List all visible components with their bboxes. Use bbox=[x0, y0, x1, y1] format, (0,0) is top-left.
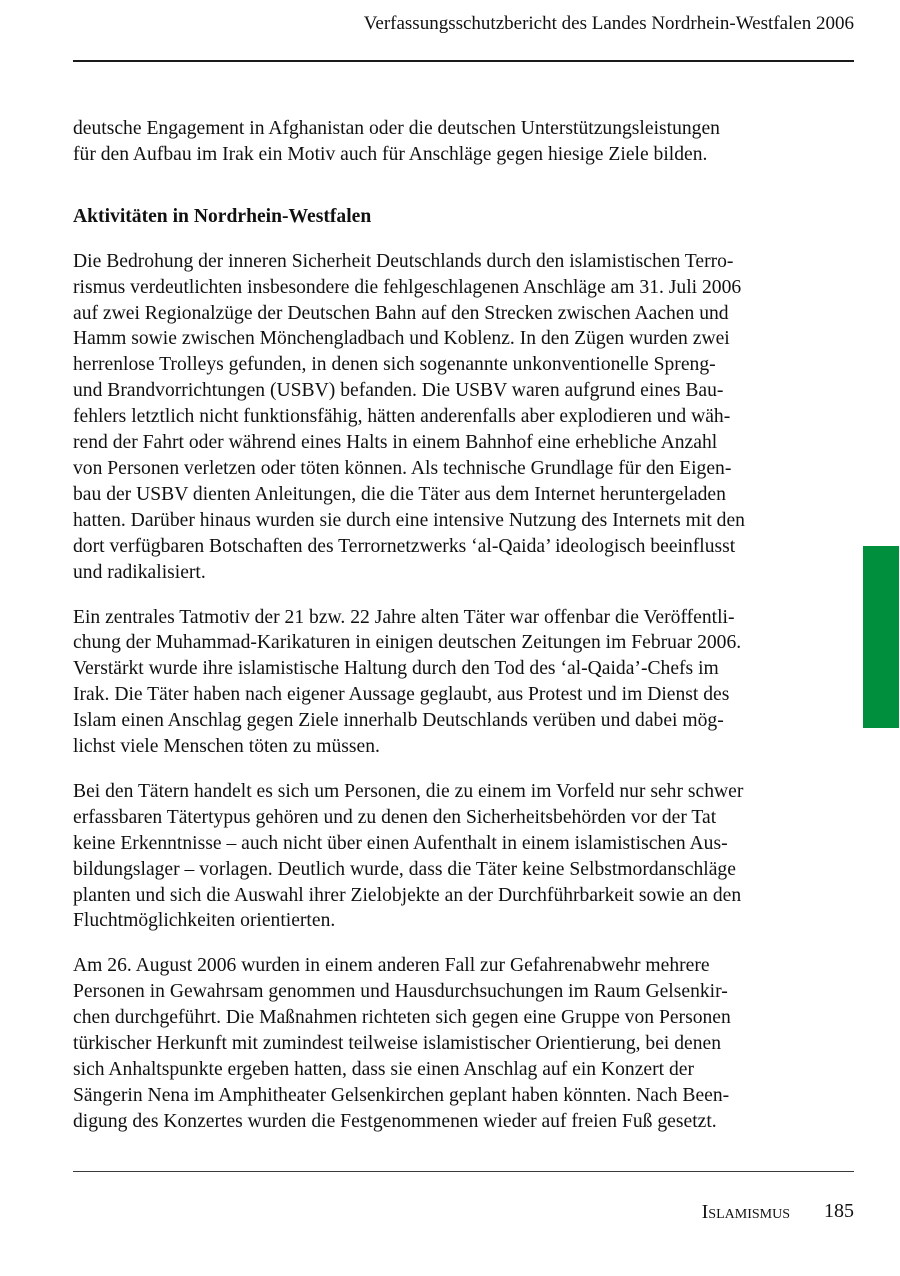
text-line: dort verfügbaren Botschaften des Terrornetzwerks ‘al-Qaida’ ideologisch beeinflusst bbox=[73, 535, 736, 557]
text-line: chen durchgeführt. Die Maßnahmen richteten sich gegen eine Gruppe von Personen bbox=[73, 1007, 731, 1029]
paragraph-gelsenkirchen bbox=[73, 953, 818, 1134]
text-line: rismus verdeutlichten insbesondere die fehlgeschlagenen Anschläge am 31. Juli 2006 bbox=[73, 276, 742, 298]
paragraph-attacks bbox=[73, 249, 818, 586]
text-line: bildungslager – vorlagen. Deutlich wurde, dass die Täter keine Selbstmordanschläge bbox=[73, 858, 736, 880]
text-line: sich Anhaltspunkte ergeben hatten, dass sie einen Anschlag auf ein Konzert der bbox=[73, 1059, 695, 1080]
text-line: Bei den Tätern handelt es sich um Personen, die zu einem im Vorfeld nur sehr schwer bbox=[73, 780, 744, 802]
page-body bbox=[73, 116, 818, 1154]
intro-paragraph bbox=[73, 116, 818, 168]
text-line: fehlers letztlich nicht funktionsfähig, hätten anderenfalls aber explodieren und wäh- bbox=[73, 406, 731, 428]
text-line: bau der USBV dienten Anleitungen, die die Täter aus dem Internet heruntergeladen bbox=[73, 483, 726, 505]
text-line: Irak. Die Täter haben nach eigener Aussage geglaubt, aus Protest und im Dienst des bbox=[73, 684, 730, 706]
text-line: chung der Muhammad-Karikaturen in einigen deutschen Zeitungen im Februar 2006. bbox=[73, 632, 742, 654]
text-line: auf zwei Regionalzüge der Deutschen Bahn auf den Strecken zwischen Aachen und bbox=[73, 302, 729, 324]
text-line: digung des Konzertes wurden die Festgenommenen wieder auf freien Fuß gesetzt. bbox=[73, 1110, 717, 1132]
header-rule bbox=[73, 60, 854, 62]
text-line: Verstärkt wurde ihre islamistische Haltung durch den Tod des ‘al-Qaida’-Chefs im bbox=[73, 658, 719, 680]
text-line: Islam einen Anschlag gegen Ziele innerhalb Deutschlands verüben und dabei mög- bbox=[73, 710, 724, 732]
page-number: 185 bbox=[824, 1200, 854, 1222]
text-line: keine Erkenntnisse – auch nicht über einen Aufenthalt in einem islamistischen Aus- bbox=[73, 832, 728, 854]
text-line: Fluchtmöglichkeiten orientierten. bbox=[73, 910, 336, 932]
text-line: Die Bedrohung der inneren Sicherheit Deutschlands durch den islamistischen Terro- bbox=[73, 250, 734, 272]
text-line: erfassbaren Tätertypus gehören und zu denen den Sicherheitsbehörden vor der Tat bbox=[73, 806, 717, 828]
text-line: herrenlose Trolleys gefunden, in denen sich sogenannte unkonventionelle Spreng- bbox=[73, 354, 716, 376]
text-line: Sängerin Nena im Amphitheater Gelsenkirchen geplant haben könnten. Nach Been- bbox=[73, 1084, 730, 1106]
text-line: deutsche Engagement in Afghanistan oder die deutschen Unterstützungsleistungen bbox=[73, 118, 720, 139]
chapter-marker-tab bbox=[863, 546, 899, 728]
paragraph-perpetrators bbox=[73, 779, 818, 934]
section-heading: Aktivitäten in Nordrhein-Westfalen bbox=[73, 205, 372, 227]
footer-rule bbox=[73, 1171, 854, 1172]
text-line: von Personen verletzen oder töten können. Als technische Grundlage für den Eigen- bbox=[73, 457, 732, 479]
text-line: türkischer Herkunft mit zumindest teilweise islamistischer Orientierung, bei denen bbox=[73, 1033, 722, 1055]
text-line: Hamm sowie zwischen Mönchengladbach und Koblenz. In den Zügen wurden zwei bbox=[73, 328, 730, 350]
text-line: und Brandvorrichtungen (USBV) befanden. Die USBV waren aufgrund eines Bau- bbox=[73, 380, 724, 402]
text-line: planten und sich die Auswahl ihrer Zielobjekte an der Durchführbarkeit sowie an den bbox=[73, 884, 742, 906]
text-line: Ein zentrales Tatmotiv der 21 bzw. 22 Jahre alten Täter war offenbar die Veröffentli- bbox=[73, 606, 735, 628]
footer-section-label: Islamismus bbox=[701, 1201, 790, 1223]
text-line: lichst viele Menschen töten zu müssen. bbox=[73, 736, 380, 758]
text-line: und radikalisiert. bbox=[73, 561, 206, 583]
text-line: hatten. Darüber hinaus wurden sie durch eine intensive Nutzung des Internets mit den bbox=[73, 509, 745, 531]
text-line: für den Aufbau im Irak ein Motiv auch für Anschläge gegen hiesige Ziele bilden. bbox=[73, 143, 708, 165]
text-line: Am 26. August 2006 wurden in einem anderen Fall zur Gefahrenabwehr mehrere bbox=[73, 955, 710, 977]
text-line: rend der Fahrt oder während eines Halts in einem Bahnhof eine erhebliche Anzahl bbox=[73, 432, 718, 454]
paragraph-motive bbox=[73, 605, 818, 760]
text-line: Personen in Gewahrsam genommen und Hausdurchsuchungen im Raum Gelsenkir- bbox=[73, 981, 728, 1003]
running-header: Verfassungsschutzbericht des Landes Nordrhein-Westfalen 2006 bbox=[363, 13, 854, 34]
